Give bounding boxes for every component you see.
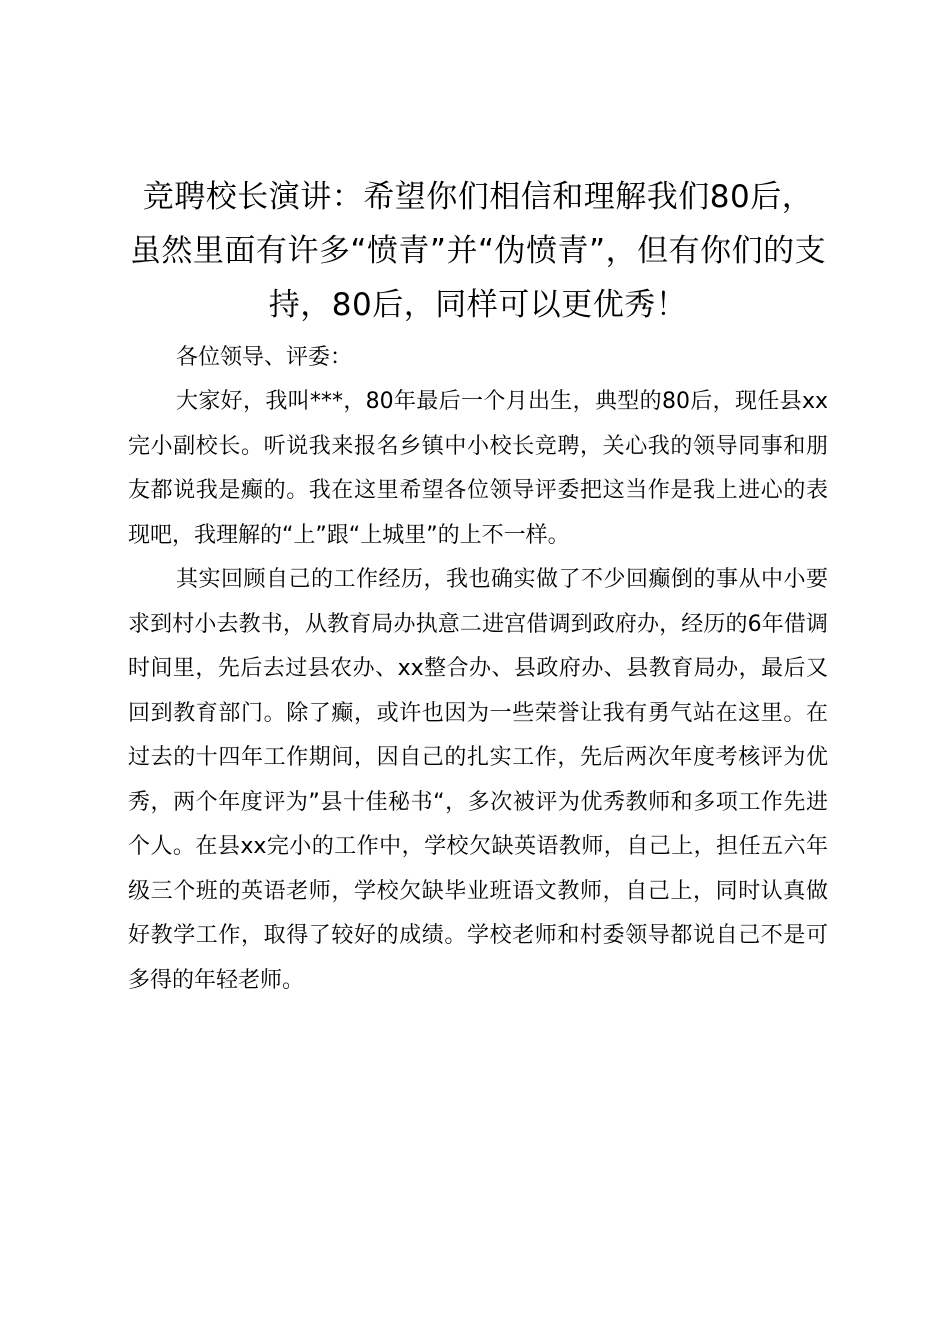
paragraph-intro: 大家好，我叫***，80年最后一个月出生，典型的80后，现任县xx完小副校长。听说我来报名乡镇中小校长竞聘，关心我的领导同事和朋友都说我是癫的。我在这里希望各位领导评委把这当作是我上进心的表现吧，我理解的“上”跟“上城里”的上不一样。 bbox=[128, 389, 828, 548]
document-title: 竞聘校长演讲：希望你们相信和理解我们80后，虽然里面有许多“愤青”并“伪愤青”，但有你们的支持，80后，同样可以更优秀！ bbox=[129, 179, 827, 323]
document-page bbox=[128, 170, 828, 1003]
salutation: 各位领导、评委： bbox=[176, 345, 353, 370]
paragraph-experience: 其实回顾自己的工作经历，我也确实做了不少回癫倒的事从中小要求到村小去教书，从教育局办执意二进宫借调到政府办，经历的6年借调时间里，先后去过县农办、xx整合办、县政府办、县教育局办，最后又回到教育部门。除了癫，或许也因为一些荣誉让我有勇气站在这里。在过去的十四年工作期间，因自己的扎实工作，先后两次年度考核评为优秀，两个年度评为”县十佳秘书“，多次被评为优秀教师和多项工作先进个人。在县xx完小的工作中，学校欠缺英语教师，自己上，担任五六年级三个班的英语老师，学校欠缺毕业班语文教师，自己上，同时认真做好教学工作，取得了较好的成绩。学校老师和村委领导都说自己不是可多得的年轻老师。 bbox=[128, 567, 828, 993]
